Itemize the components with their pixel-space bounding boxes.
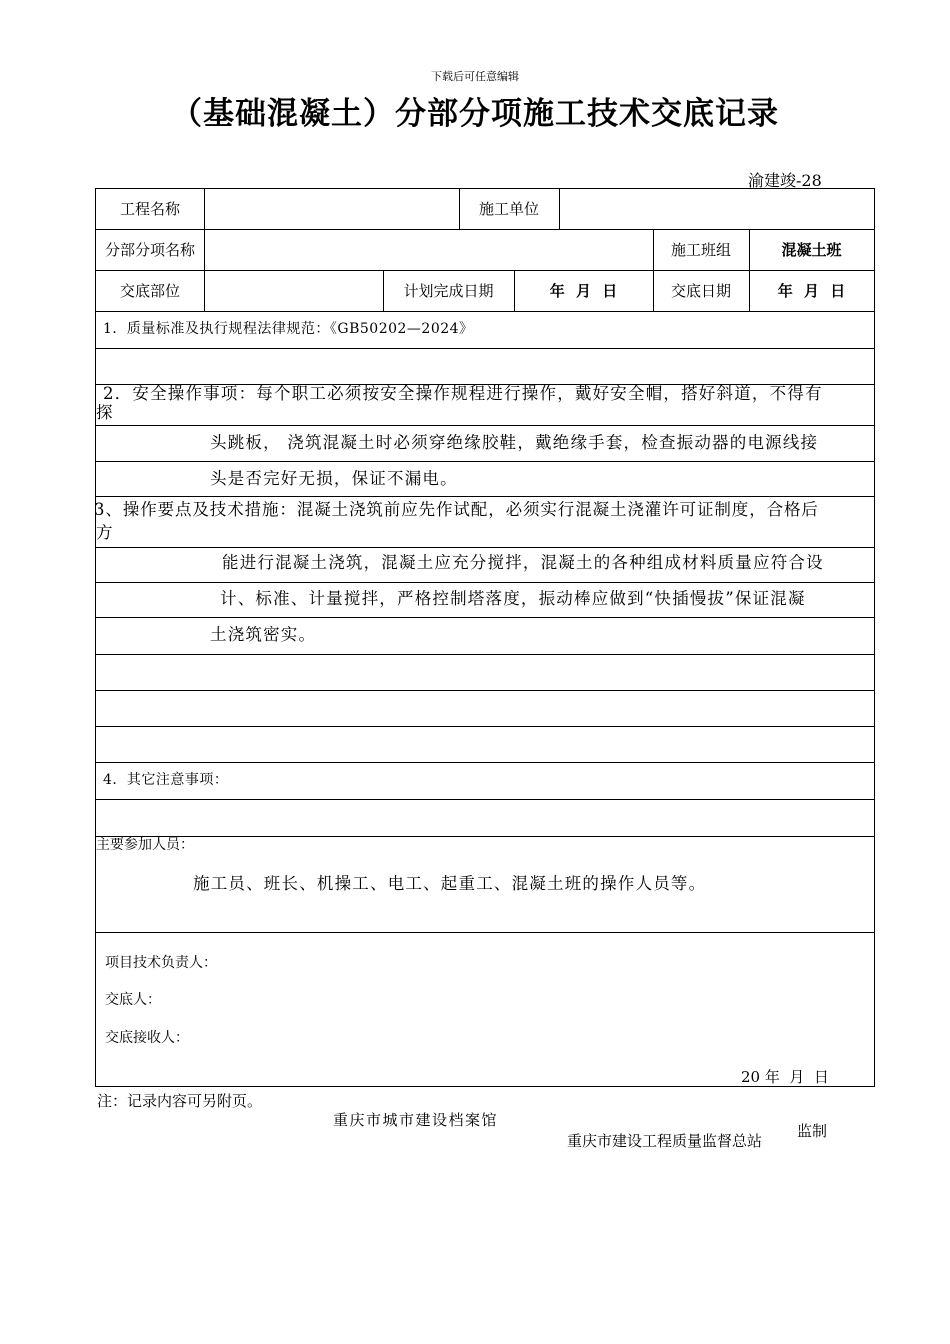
part-label: 交底部位	[119, 282, 180, 300]
plan-date-label: 计划完成日期	[403, 282, 494, 300]
row-divider	[96, 799, 874, 800]
section-safety-line2: 头跳板， 浇筑混凝土时必须穿绝缘胶鞋，戴绝缘手套，检查振动器的电源线接	[210, 433, 819, 452]
handover-date-label: 交底日期	[670, 282, 731, 300]
row-divider	[96, 690, 874, 691]
row-divider	[96, 425, 874, 426]
handover-form	[95, 188, 875, 1087]
row-divider	[96, 617, 874, 618]
row-divider	[96, 932, 874, 933]
footer-supervise: 监制	[797, 1122, 828, 1140]
top-note: 下载后可任意编辑	[431, 70, 519, 83]
document-code: 渝建竣-28	[748, 171, 822, 190]
row-divider	[96, 229, 874, 230]
section-operations-line2: 能进行混凝土浇筑，混凝土应充分搅拌，混凝土的各种组成材料质量应符合设	[222, 553, 824, 572]
participants-text: 施工员、班长、机操工、电工、起重工、混凝土班的操作人员等。	[193, 874, 707, 893]
section-safety-line1: 2．安全操作事项：每个职工必须按安全操作规程进行操作，戴好安全帽，搭好斜道，不得有	[103, 384, 823, 403]
row-divider	[96, 654, 874, 655]
section-other-notes: 4．其它注意事项：	[103, 772, 229, 788]
participants-label: 主要参加人员：	[96, 837, 194, 853]
row-divider	[96, 311, 874, 312]
sub-item-label: 分部分项名称	[104, 241, 195, 259]
col-divider	[559, 189, 560, 229]
row-divider	[96, 547, 874, 548]
team-value[interactable]: 混凝土班	[781, 241, 842, 259]
signature-date[interactable]: 20 年 月 日	[741, 1068, 829, 1086]
footer-note: 注：记录内容可另附页。	[97, 1092, 263, 1110]
plan-date-field[interactable]: 年 月 日	[549, 282, 618, 300]
row-divider	[96, 348, 874, 349]
row-divider	[96, 270, 874, 271]
footer-station: 重庆市建设工程质量监督总站	[567, 1132, 763, 1150]
section-quality-standards: 1．质量标准及执行规程法律规范：《GB50202—2024》	[103, 321, 474, 337]
project-name-label: 工程名称	[119, 200, 180, 218]
col-divider	[204, 270, 205, 311]
section-operations-line4: 土浇筑密实。	[210, 625, 317, 644]
section-safety-wrap: 探	[96, 403, 114, 422]
row-divider	[96, 762, 874, 763]
section-operations-line1: 3、操作要点及技术措施：混凝土浇筑前应先作试配，必须实行混凝土浇灌许可证制度，合格后	[94, 500, 819, 519]
section-operations-wrap: 方	[96, 523, 114, 542]
row-divider	[96, 496, 874, 497]
col-divider	[204, 189, 205, 229]
section-safety-line3: 头是否完好无损，保证不漏电。	[210, 469, 458, 488]
page-title: （基础混凝土）分部分项施工技术交底记录	[171, 96, 779, 132]
footer-archive: 重庆市城市建设档案馆	[333, 1111, 499, 1129]
row-divider	[96, 726, 874, 727]
team-label: 施工班组	[670, 241, 731, 259]
col-divider	[204, 229, 205, 270]
row-divider	[96, 582, 874, 583]
handover-person-signature[interactable]: 交底人：	[105, 992, 161, 1008]
construction-unit-label: 施工单位	[478, 200, 539, 218]
handover-date-field[interactable]: 年 月 日	[777, 282, 846, 300]
section-operations-line3: 计、标准、计量搅拌，严格控制塔落度，振动棒应做到“快插慢拔”保证混凝	[220, 589, 806, 608]
tech-lead-signature[interactable]: 项目技术负责人：	[105, 955, 217, 971]
row-divider	[96, 836, 874, 837]
receiver-signature[interactable]: 交底接收人：	[105, 1030, 189, 1046]
row-divider	[96, 461, 874, 462]
